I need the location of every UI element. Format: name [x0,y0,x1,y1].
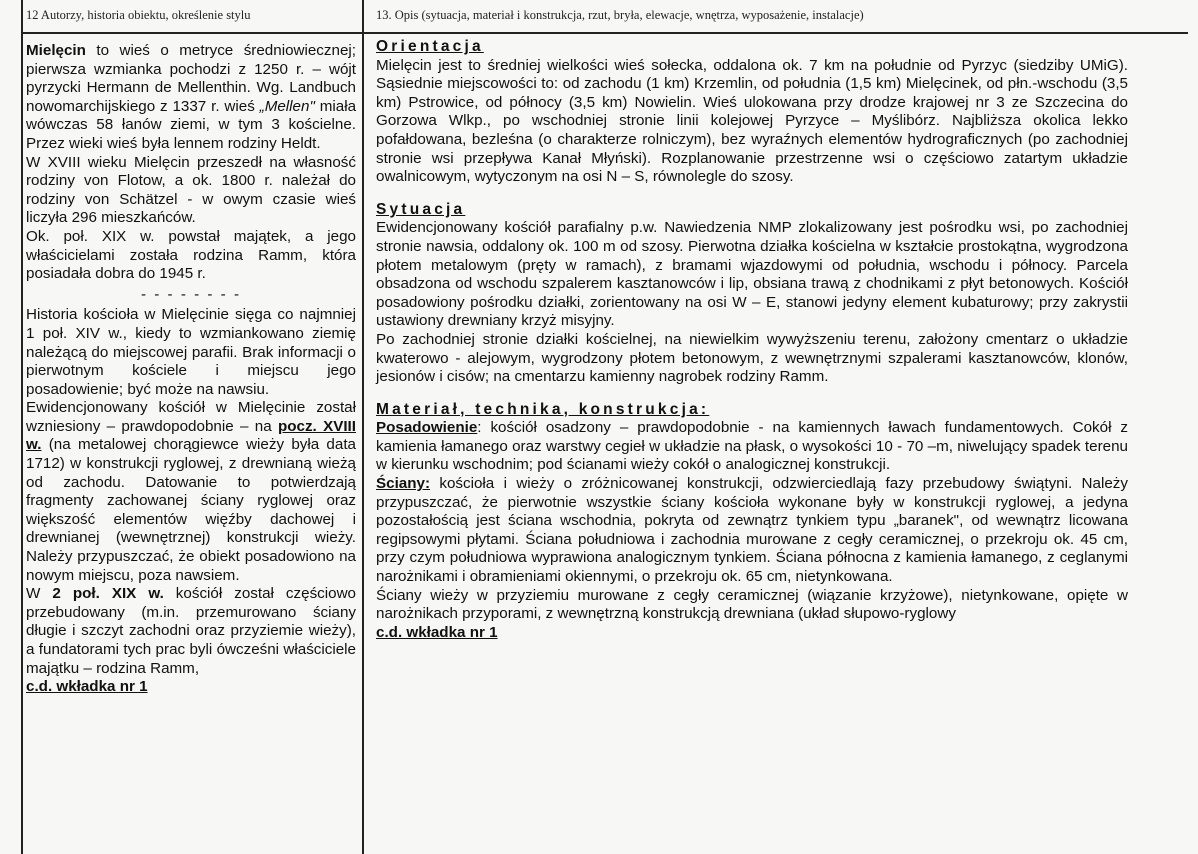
left-column-header: 12 Autorzy, historia obiektu, określenie stylu [26,8,251,22]
paragraph-posadowienie: Posadowienie: kościół osadzony – prawdopodobnie - na kamiennych ławach fundamentowych. Cokół z kamienia łamanego oraz warstwy cegieł w układzie na płask, o wysokości 10 - 70 –m, niwelujący spadek terenu w kierunku wschodnim; pod ścianami wieży cokół o analogicznej konstrukcji. [376,419,1128,474]
date-early-18th: pocz. XVIII w. [26,417,356,454]
label-posadowienie: Posadowienie [376,419,478,437]
continued-insert-link-left: c.d. wkładka nr 1 [26,678,148,696]
right-column-header: 13. Opis (sytuacja, materiał i konstrukcja, rzut, bryła, elewacje, wnętrza, wyposażenie, instalacje) [376,8,864,22]
right-column [376,38,1128,642]
paragraph-sciany-wiezy: Ściany wieży w przyziemiu murowane z cegły ceramicznej (wiązanie krzyżowe), nietynkowane, opięte w narożnikach przyporami, z wewnętrzną konstrukcją drewniana (układ słupowo-ryglowy [376,586,1128,623]
mellen-name: „Mellen" [259,97,315,115]
left-border-line [21,0,23,854]
date-late-19th: 2 poł. XIX w. [52,585,164,603]
continued-insert-link-right: c.d. wkładka nr 1 [376,623,498,641]
village-name: Mielęcin [26,42,86,59]
paragraph-sytuacja-church: Ewidencjonowany kościół parafialny p.w. Nawiedzenia NMP zlokalizowany jest pośrodku wsi, po zachodniej stronie nawsia, oddalony ok. 100 m od szosy. Pierwotna działka kościelna w kształcie prostokątna, wygrodzona płotem metalowym (pręty w ramach), z bramami wjazdowymi od południa, wschodu i północy. Parcela obsadzona od wschodu szpalerem kasztanowców i lip, obsiana trawą z chodnikami z płyt betonowych. Kościół posadowiony pośrodku działki, zorientowany na osi W – E, stanowi jedyny element kubaturowy; przy zakrystii ustawiony drewniany krzyż misyjny. [376,219,1128,330]
section-separator: - - - - - - - - [141,285,241,303]
paragraph-sciany: Ściany: kościoła i wieży o zróżnicowanej konstrukcji, odzwierciedlają fazy przebudowy świątyni. Należy przypuszczać, że pierwotnie wszystkie ściany kościoła wykonane były w konstrukcji ryglowej, a jedyna pozostałością jest ściana wschodnia, pokryta od zewnątrz tynkiem typu „baranek", od wewnątrz licowana regipsowymi płytami. Ściana południowa i zachodnia murowane z cegły ceramicznej, o przekroju ok. 45 cm, przy czym południowa wyprawiona analogicznym tynkiem. Ściana północna z kamienia łamanego, z ceglanymi narożnikami i obramieniami okiennymi, o przekroju ok. 65 cm, nietynkowana. [376,475,1128,586]
section-title-orientacja: Orientacja [376,38,484,55]
paragraph-church-history: Historia kościoła w Mielęcinie sięga co najmniej 1 poł. XIV w., kiedy to wzmiankowano ziemię należącą do miejscowej parafii. Brak informacji o pierwotnym kościele i miejscu jego posadowienie; być może na nawsiu. [26,306,356,398]
paragraph-flotow: W XVIII wieku Mielęcin przeszedł na własność rodziny von Flotow, a ok. 1800 r. należał do rodziny von Schätzel - w owym czasie wieś liczyła 296 mieszkańców. [26,153,356,227]
label-sciany: Ściany: [376,475,431,493]
header-rule [22,32,1188,34]
paragraph-rebuild: W 2 poł. XIX w. kościół został częściowo przebudowany (m.in. przemurowano ściany długie i szczyt zachodni oraz przyziemie wieży), a fundatorami tych prac byli ówcześni właściciele majątku – rodzina Ramm, [26,585,356,677]
paragraph-orientacja: Mielęcin jest to średniej wielkości wieś sołecka, oddalona ok. 7 km na południe od Pyrzyc (siedziby UMiG). Sąsiednie miejscowości to: od zachodu (1 km) Krzemlin, od południa (1,5 km) Mielęcinek, od płn.-wschodu (3,5 km) Pstrowice, od północy (3,5 km) Nowielin. Wieś ulokowana przy drodze krajowej nr 3 ze Szczecina do Gorzowa Wlkp., po wschodniej stronie linii kolejowej Pyrzyce – Myślibórz. Najbliższa okolica lekko pofałdowana, bezleśna (o charakterze rolniczym), bez wyraźnych elementów hydrograficznych (po zachodniej stronie wsi przepływa Kanał Młyński). Rozplanowanie przestrzenne wsi o częściowo zatartym układzie owalnicowym, wytyczonym na osi N – S, równolegle do szosy. [376,56,1128,186]
paragraph-ramm-estate: Ok. poł. XIX w. powstał majątek, a jego właścicielami została rodzina Ramm, która posiadała dobra do 1945 r. [26,227,356,283]
section-title-sytuacja: Sytuacja [376,200,466,218]
paragraph-village-origin: Mielęcin to wieś o metryce średniowiecznej; pierwsza wzmianka pochodzi z 1250 r. – wójt pyrzycki Hermann de Mellenthin. Wg. Landbuch nowomarchijskiego z 1337 r. wieś „Mellen" miała wówczas 58 łanów ziemi, w tym 3 kościelne. Przez wieki wieś była lennem rodziny Heldt. [26,42,357,152]
paragraph-sytuacja-cemetery: Po zachodniej stronie działki kościelnej, na niewielkim wywyższeniu terenu, założony cmentarz o układzie kwaterowo - alejowym, wygrodzony płotem betonowym, z wewnętrznymi szpalerami kasztanowców, klonów, jesionów i cisów; na cmentarzu kamienny nagrobek rodziny Ramm. [376,330,1128,386]
left-column [26,42,356,697]
column-divider [362,0,364,854]
section-title-material: Materiał, technika, konstrukcja: [376,400,710,418]
paragraph-church-construction: Ewidencjonowany kościół w Mielęcinie został wzniesiony – prawdopodobnie – na pocz. XVIII w. (na metalowej chorągiewce wieży była data 1712) w konstrukcji ryglowej, z drewnianą wieżą od zachodu. Datowanie to potwierdzają fragmenty zachowanej ściany ryglowej oraz większość elementów więźby dachowej i drewnianej (wewnętrznej) konstrukcji wieży. Należy przypuszczać, że obiekt posadowiono na nowym miejscu, poza nawsiem. [26,399,356,584]
